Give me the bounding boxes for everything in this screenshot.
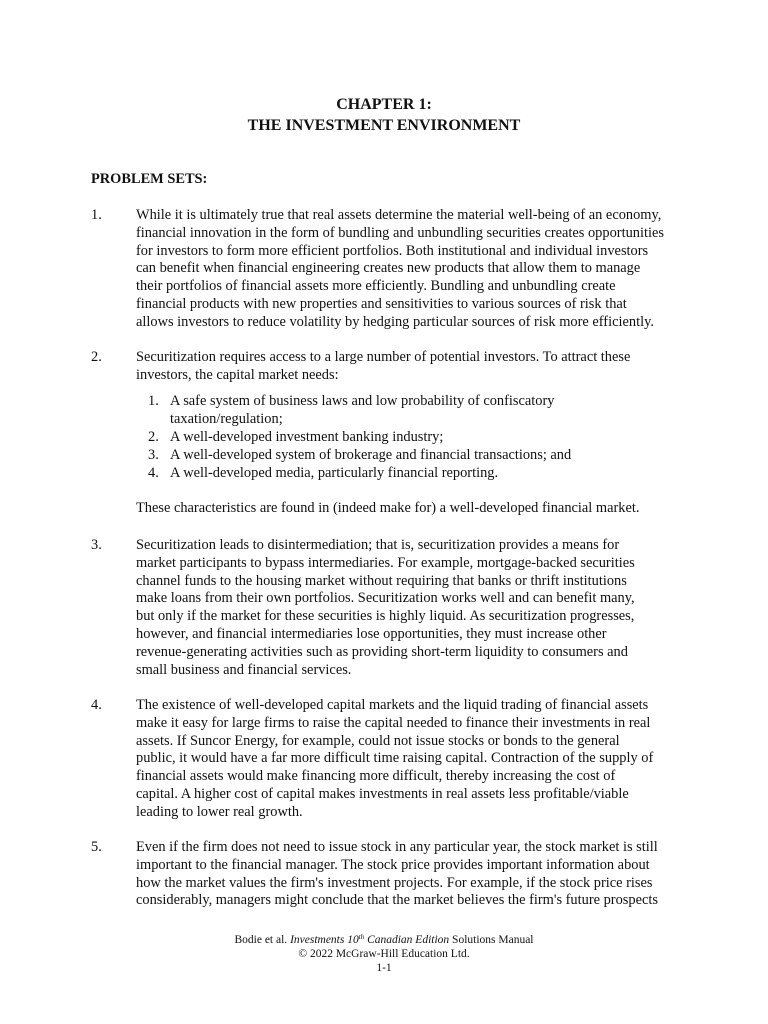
list-number: 4.	[148, 465, 159, 481]
problem-number: 5.	[91, 839, 102, 855]
text-line: taxation/regulation;	[170, 410, 283, 427]
problem-1	[91, 207, 691, 332]
text-line: capital. A higher cost of capital makes investments in real assets less profitable/viable	[136, 785, 629, 802]
text-line: leading to lower real growth.	[136, 803, 303, 820]
text-line: revenue-generating activities such as providing short-term liquidity to consumers and	[136, 643, 628, 660]
text-line: A safe system of business laws and low probability of confiscatory	[170, 393, 555, 409]
problem-number: 4.	[91, 697, 102, 713]
text-line: The existence of well-developed capital markets and the liquid trading of financial assets	[136, 697, 649, 713]
problem-number: 2.	[91, 349, 102, 365]
text-line: A well-developed system of brokerage and financial transactions; and	[170, 447, 572, 463]
chapter-number: CHAPTER 1:	[336, 96, 432, 113]
footer-author: Bodie et al.	[234, 934, 291, 946]
list-number: 2.	[148, 429, 159, 445]
text-line: however, and financial intermediaries lose opportunities, they must increase other	[136, 625, 607, 642]
text-line: financial assets would make financing more difficult, thereby increasing the cost of	[136, 768, 616, 785]
text-line: A well-developed investment banking industry;	[170, 429, 444, 445]
list-number: 3.	[148, 447, 159, 463]
footer-citation	[0, 933, 768, 947]
text-line: Securitization requires access to a large number of potential investors. To attract these	[136, 349, 631, 365]
page-number: 1-1	[376, 962, 392, 974]
list-item	[136, 447, 696, 465]
text-line: Even if the firm does not need to issue stock in any particular year, the stock market is still	[136, 839, 658, 855]
text-line: financial innovation in the form of bundling and unbundling securities creates opportunities	[136, 224, 664, 241]
text-line: make it easy for large firms to raise the capital needed to finance their investments in real	[136, 714, 651, 731]
text-line: considerably, managers might conclude that the market believes the firm's future prospects	[136, 892, 658, 909]
chapter-title: THE INVESTMENT ENVIRONMENT	[247, 117, 521, 134]
text-line: how the market values the firm's investment projects. For example, if the stock price rises	[136, 874, 653, 891]
text-line: channel funds to the housing market without requiring that banks or thrift institutions	[136, 572, 627, 589]
problem-2	[91, 349, 691, 385]
problem-text	[136, 697, 691, 822]
text-line: A well-developed media, particularly financial reporting.	[170, 465, 499, 481]
problem-3	[91, 537, 691, 679]
problem-text	[136, 839, 691, 910]
text-line: While it is ultimately true that real assets determine the material well-being of an economy,	[136, 207, 662, 223]
problem-2-note: These characteristics are found in (indeed make for) a well-developed financial market.	[136, 500, 640, 516]
problem-number: 1.	[91, 207, 102, 223]
footer-book-title: Investments 10th Canadian Edition	[290, 933, 450, 946]
list-number: 1.	[148, 393, 159, 409]
problem-4	[91, 697, 691, 822]
list-item	[136, 465, 696, 483]
text-line: assets. If Suncor Energy, for example, could not issue stocks or bonds to the general	[136, 732, 620, 749]
text-line: make loans from their own portfolios. Securitization works well and can benefit many,	[136, 590, 635, 607]
text-line: can benefit when financial engineering creates new products that allow them to manage	[136, 260, 641, 277]
text-line: Securitization leads to disintermediation; that is, securitization provides a means for	[136, 537, 620, 553]
text-line: small business and financial services.	[136, 661, 352, 678]
text-line: financial products with new properties and sensitivities to various sources of risk that	[136, 295, 627, 312]
text-line: allows investors to reduce volatility by hedging particular sources of risk more efficiently.	[136, 313, 654, 330]
text-line: investors, the capital market needs:	[136, 366, 339, 383]
list-item	[136, 429, 696, 447]
footer-manual: Solutions Manual	[449, 934, 534, 946]
footer-copyright: © 2022 McGraw-Hill Education Ltd.	[298, 948, 470, 960]
text-line: their portfolios of financial assets more efficiently. Bundling and unbundling create	[136, 278, 616, 295]
problem-text	[136, 537, 691, 679]
list-item	[136, 393, 696, 429]
problem-number: 3.	[91, 537, 102, 553]
problem-text	[136, 207, 691, 332]
text-line: public, it would have a far more difficult time raising capital. Contraction of the supply of	[136, 750, 654, 767]
section-heading: PROBLEM SETS:	[91, 171, 208, 187]
problem-text	[136, 349, 691, 385]
text-line: for investors to form more efficient portfolios. Both institutional and individual investors	[136, 242, 649, 259]
text-line: but only if the market for these securities is highly liquid. As securitization progresses,	[136, 608, 635, 625]
problem-5	[91, 839, 691, 910]
text-line: market participants to bypass intermediaries. For example, mortgage-backed securities	[136, 554, 635, 571]
text-line: important to the financial manager. The stock price provides important information about	[136, 856, 650, 873]
